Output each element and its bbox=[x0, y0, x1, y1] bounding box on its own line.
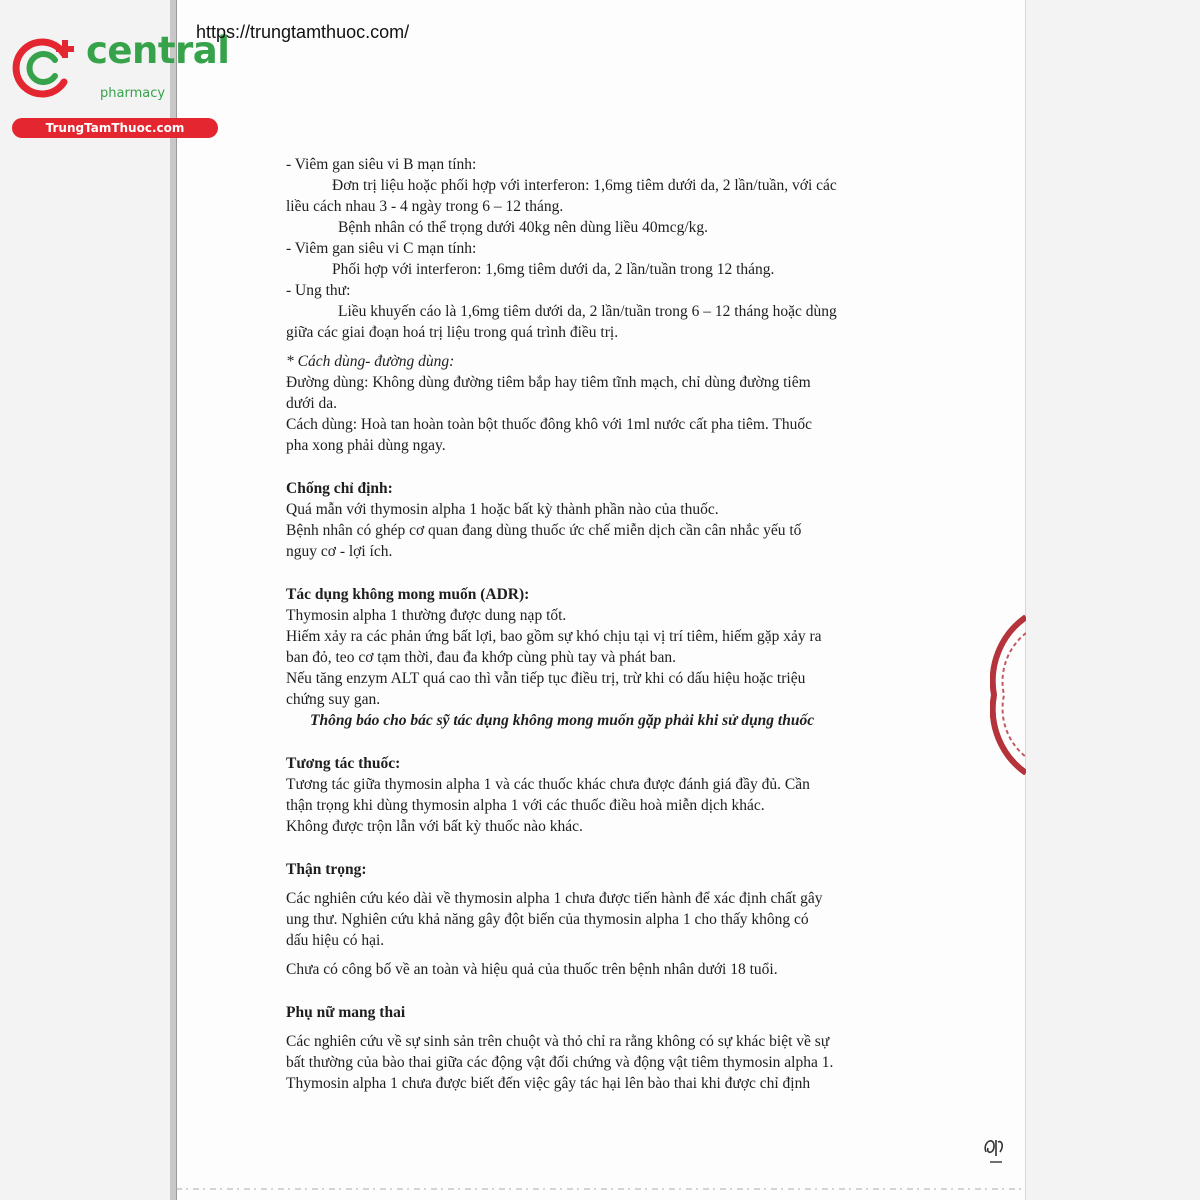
site-url[interactable]: https://trungtamthuoc.com/ bbox=[196, 22, 410, 42]
adr-line: Thymosin alpha 1 thường được dung nạp tốt. bbox=[286, 607, 567, 624]
pregnancy-line: bất thường của bào thai giữa các động vật đối chứng và động vật tiêm thymosin alpha 1. bbox=[286, 1054, 834, 1071]
interactions-line: Không được trộn lẫn với bất kỳ thuốc nào khác. bbox=[286, 818, 583, 835]
contraindications-line: Bệnh nhân có ghép cơ quan đang dùng thuốc ức chế miễn dịch cần cân nhắc yếu tố bbox=[286, 522, 802, 539]
pregnancy-line: Các nghiên cứu về sự sinh sản trên chuột và thỏ chỉ ra rằng không có sự khác biệt về sự bbox=[286, 1033, 830, 1050]
hbv-title: - Viêm gan siêu vi B mạn tính: bbox=[286, 156, 477, 173]
precautions-line: Chưa có công bố về an toàn và hiệu quả của thuốc trên bệnh nhân dưới 18 tuổi. bbox=[286, 961, 778, 978]
usage-method: Cách dùng: Hoà tan hoàn toàn bột thuốc đông khô với 1ml nước cất pha tiêm. Thuốc bbox=[286, 416, 813, 433]
brand-name: central bbox=[86, 29, 230, 72]
hbv-line: Bệnh nhân có thể trọng dưới 40kg nên dùng liều 40mcg/kg. bbox=[338, 219, 709, 236]
precautions-line: dấu hiệu có hại. bbox=[286, 932, 385, 949]
usage-method: pha xong phải dùng ngay. bbox=[286, 437, 446, 454]
adr-notice: Thông báo cho bác sỹ tác dụng không mong muốn gặp phải khi sử dụng thuốc bbox=[310, 712, 815, 729]
hbv-line: liều cách nhau 3 - 4 ngày trong 6 – 12 tháng. bbox=[286, 198, 564, 215]
cancer-line: Liều khuyến cáo là 1,6mg tiêm dưới da, 2 lần/tuần trong 6 – 12 tháng hoặc dùng bbox=[338, 303, 837, 320]
hcv-line: Phối hợp với interferon: 1,6mg tiêm dưới da, 2 lần/tuần trong 12 tháng. bbox=[332, 261, 775, 278]
hbv-line: Đơn trị liệu hoặc phối hợp với interferon: 1,6mg tiêm dưới da, 2 lần/tuần, với các bbox=[332, 177, 837, 194]
precautions-line: ung thư. Nghiên cứu khả năng gây đột biến của thymosin alpha 1 cho thấy không có bbox=[286, 911, 809, 928]
central-pharmacy-logo-icon bbox=[10, 32, 82, 104]
adr-line: Hiếm xảy ra các phản ứng bất lợi, bao gồm sự khó chịu tại vị trí tiêm, hiếm gặp xảy ra bbox=[286, 628, 822, 645]
interactions-line: Tương tác giữa thymosin alpha 1 và các thuốc khác chưa được đánh giá đầy đủ. Cần bbox=[286, 776, 810, 793]
adr-line: Nếu tăng enzym ALT quá cao thì vẫn tiếp tục điều trị, trừ khi có dấu hiệu hoặc triệu bbox=[286, 670, 806, 687]
cancer-line: giữa các giai đoạn hoá trị liệu trong quá trình điều trị. bbox=[286, 324, 619, 341]
contraindications-heading: Chống chỉ định: bbox=[286, 480, 393, 497]
contraindications-line: Quá mẫn với thymosin alpha 1 hoặc bất kỳ thành phần nào của thuốc. bbox=[286, 501, 719, 518]
pregnancy-line: Thymosin alpha 1 chưa được biết đến việc gây tác hại lên bào thai khi được chỉ định bbox=[286, 1075, 811, 1092]
pregnancy-heading: Phụ nữ mang thai bbox=[286, 1004, 406, 1021]
usage-route: dưới da. bbox=[286, 395, 338, 412]
precautions-heading: Thận trọng: bbox=[286, 861, 367, 878]
adr-heading: Tác dụng không mong muốn (ADR): bbox=[286, 586, 530, 603]
contraindications-line: nguy cơ - lợi ích. bbox=[286, 543, 393, 560]
brand-subtitle: pharmacy bbox=[100, 86, 166, 101]
page-initial-signature-icon bbox=[980, 1130, 1010, 1166]
interactions-heading: Tương tác thuốc: bbox=[286, 755, 401, 772]
red-stamp-seal-icon bbox=[990, 615, 1026, 775]
adr-line: chứng suy gan. bbox=[286, 691, 381, 708]
cancer-title: - Ung thư: bbox=[286, 282, 351, 299]
adr-line: ban đỏ, teo cơ tạm thời, đau đa khớp cùng phù tay và phát ban. bbox=[286, 649, 677, 666]
scan-bottom-edge bbox=[176, 1186, 1024, 1192]
interactions-line: thận trọng khi dùng thymosin alpha 1 với các thuốc điều hoà miễn dịch khác. bbox=[286, 797, 765, 814]
usage-title: * Cách dùng- đường dùng: bbox=[286, 353, 455, 370]
hcv-title: - Viêm gan siêu vi C mạn tính: bbox=[286, 240, 477, 257]
document-body bbox=[286, 154, 936, 1094]
precautions-line: Các nghiên cứu kéo dài về thymosin alpha 1 chưa được tiến hành để xác định chất gây bbox=[286, 890, 823, 907]
brand-watermark bbox=[10, 29, 230, 142]
brand-url-badge[interactable]: TrungTamThuoc.com bbox=[12, 118, 218, 138]
usage-route: Đường dùng: Không dùng đường tiêm bắp hay tiêm tĩnh mạch, chỉ dùng đường tiêm bbox=[286, 374, 811, 391]
